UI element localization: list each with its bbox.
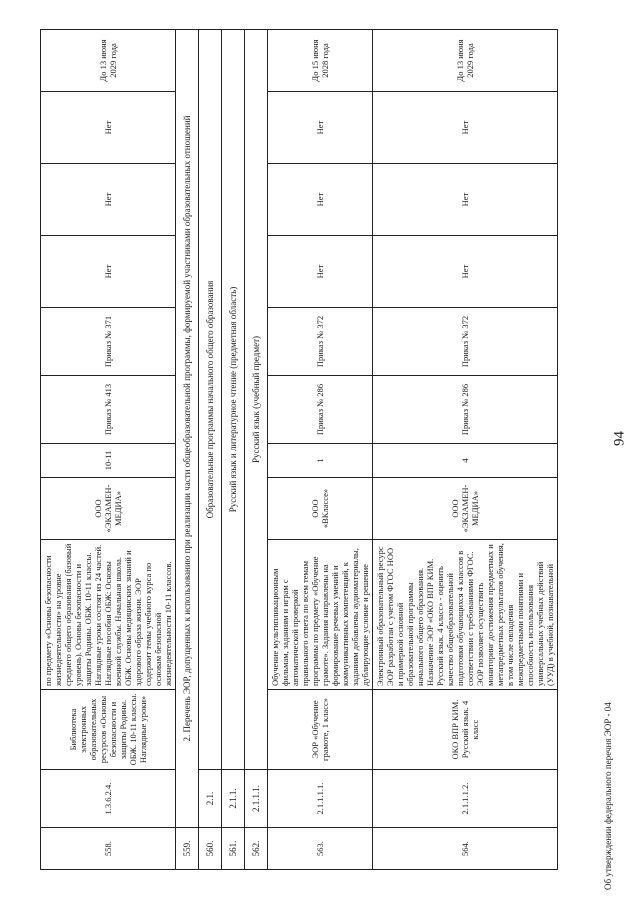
cell-description: Электронный образовательный ресурс ЭОР разработан с учетом ФГОС НОО и примерной основной образовательной программы начального общего образования. Назначение ЭОР «ОКО ВПР КИМ. Русский язык. 4 класс» - оценить качество общеобразовательной подготовки обучающихся 4 классов в соответствии с требованиями ФГОС. ЭОР позволяет осуществить мониторинг достижения предметных и метапредметных результатов обучения, в том числе овладения межпредметными понятиями и способность использования универсальных учебных действий (УУД) в учебной, познавательной: [373, 540, 558, 690]
cell-c3: Нет: [41, 92, 176, 164]
cell-order1: Приказ № 286: [268, 376, 373, 444]
footer-note: Об утверждении федерального перечня ЭОР - 04: [603, 702, 613, 890]
table-row: [268, 30, 373, 870]
cell-grade: 4: [373, 444, 558, 478]
cell-description: по предмету «Основы безопасности жизнедеятельности» на уровне среднего общего образования (базовый уровень). Основы безопасности и защиты Родины. ОБЖ. 10-11 классы. Наглядные уроки состоят из 24 частей. Наглядные пособия ОБЖ: Основы военной службы. Начальная школа. ОБЖ. Основы медицинских знаний и здорового образа жизни. ЭОР содержит темы учебного курса по основам безопасной жизнедеятельности 10-11 классов.: [41, 540, 176, 690]
cell-grade: 1: [268, 444, 373, 478]
cell-num: 561.: [222, 828, 245, 870]
table-row: [373, 30, 558, 870]
cell-text: 2. Перечень ЭОР, допущенных к использованию при реализации части общеобразовательной программы, формируемой участниками образовательных отношений: [176, 30, 199, 828]
cell-term: До 13 июня 2029 года: [41, 30, 176, 92]
cell-owner: ООО «ВКлассе»: [268, 478, 373, 540]
cell-name: ОКО ВПР КИМ. Русский язык. 4 класс: [373, 690, 558, 770]
cell-c3: Нет: [268, 92, 373, 164]
cell-order1: Приказ № 286: [373, 376, 558, 444]
cell-owner: ООО «ЭКЗАМЕН-МЕДИА»: [41, 478, 176, 540]
cell-c3: Нет: [373, 92, 558, 164]
cell-code: 2.1.: [199, 770, 222, 828]
cell-c1: Нет: [373, 236, 558, 308]
table-row: [199, 30, 222, 870]
cell-text: Образовательные программы начального общего образования: [199, 30, 222, 770]
cell-c2: Нет: [373, 164, 558, 236]
cell-num: 560.: [199, 828, 222, 870]
cell-code: 2.1.1.1.: [245, 770, 268, 828]
cell-name: Библиотека электронных образовательных ресурсов «Основы безопасности и защиты Родины. ОБЖ. 10-11 классы. Наглядные уроки»: [41, 690, 176, 770]
cell-c2: Нет: [268, 164, 373, 236]
cell-num: 562.: [245, 828, 268, 870]
cell-code: 2.1.1.1.1.: [268, 770, 373, 828]
cell-num: 564.: [373, 828, 558, 870]
cell-c1: Нет: [268, 236, 373, 308]
cell-order1: Приказ № 413: [41, 376, 176, 444]
cell-grade: 10-11: [41, 444, 176, 478]
cell-c1: Нет: [41, 236, 176, 308]
cell-text: Русский язык и литературное чтение (предметная область): [222, 30, 245, 770]
cell-num: 559.: [176, 828, 199, 870]
cell-description: Обучение мультипликационным фильмам, заданиям и играм с автоматической проверкой правильного ответа по всем темам программы по предмету «Обучение грамоте». Задания направлены на формирование речевых умений и коммуникативных компетенций, к заданиям добавлены аудиоматериалы, дублирующие условие и решение: [268, 540, 373, 690]
rotated-page-content: [30, 30, 630, 890]
cell-name: ЭОР «Обучение грамоте, 1 класс»: [268, 690, 373, 770]
cell-num: 558.: [41, 828, 176, 870]
cell-term: До 13 июня 2029 года: [373, 30, 558, 92]
table-row: [41, 30, 176, 870]
cell-num: 563.: [268, 828, 373, 870]
cell-code: 2.1.1.: [222, 770, 245, 828]
page-number: 94: [611, 431, 628, 446]
cell-c2: Нет: [41, 164, 176, 236]
table-row: [245, 30, 268, 870]
cell-text: Русский язык (учебный предмет): [245, 30, 268, 770]
table-row: [176, 30, 199, 870]
cell-order2: Приказ № 371: [41, 308, 176, 376]
cell-owner: ООО «ЭКЗАМЕН-МЕДИА»: [373, 478, 558, 540]
eor-table: [40, 29, 558, 870]
cell-order2: Приказ № 372: [373, 308, 558, 376]
cell-term: До 15 июня 2028 года: [268, 30, 373, 92]
cell-order2: Приказ № 372: [268, 308, 373, 376]
cell-code: 2.1.1.1.2.: [373, 770, 558, 828]
table-row: [222, 30, 245, 870]
cell-code: 1.3.6.2.4.: [41, 770, 176, 828]
